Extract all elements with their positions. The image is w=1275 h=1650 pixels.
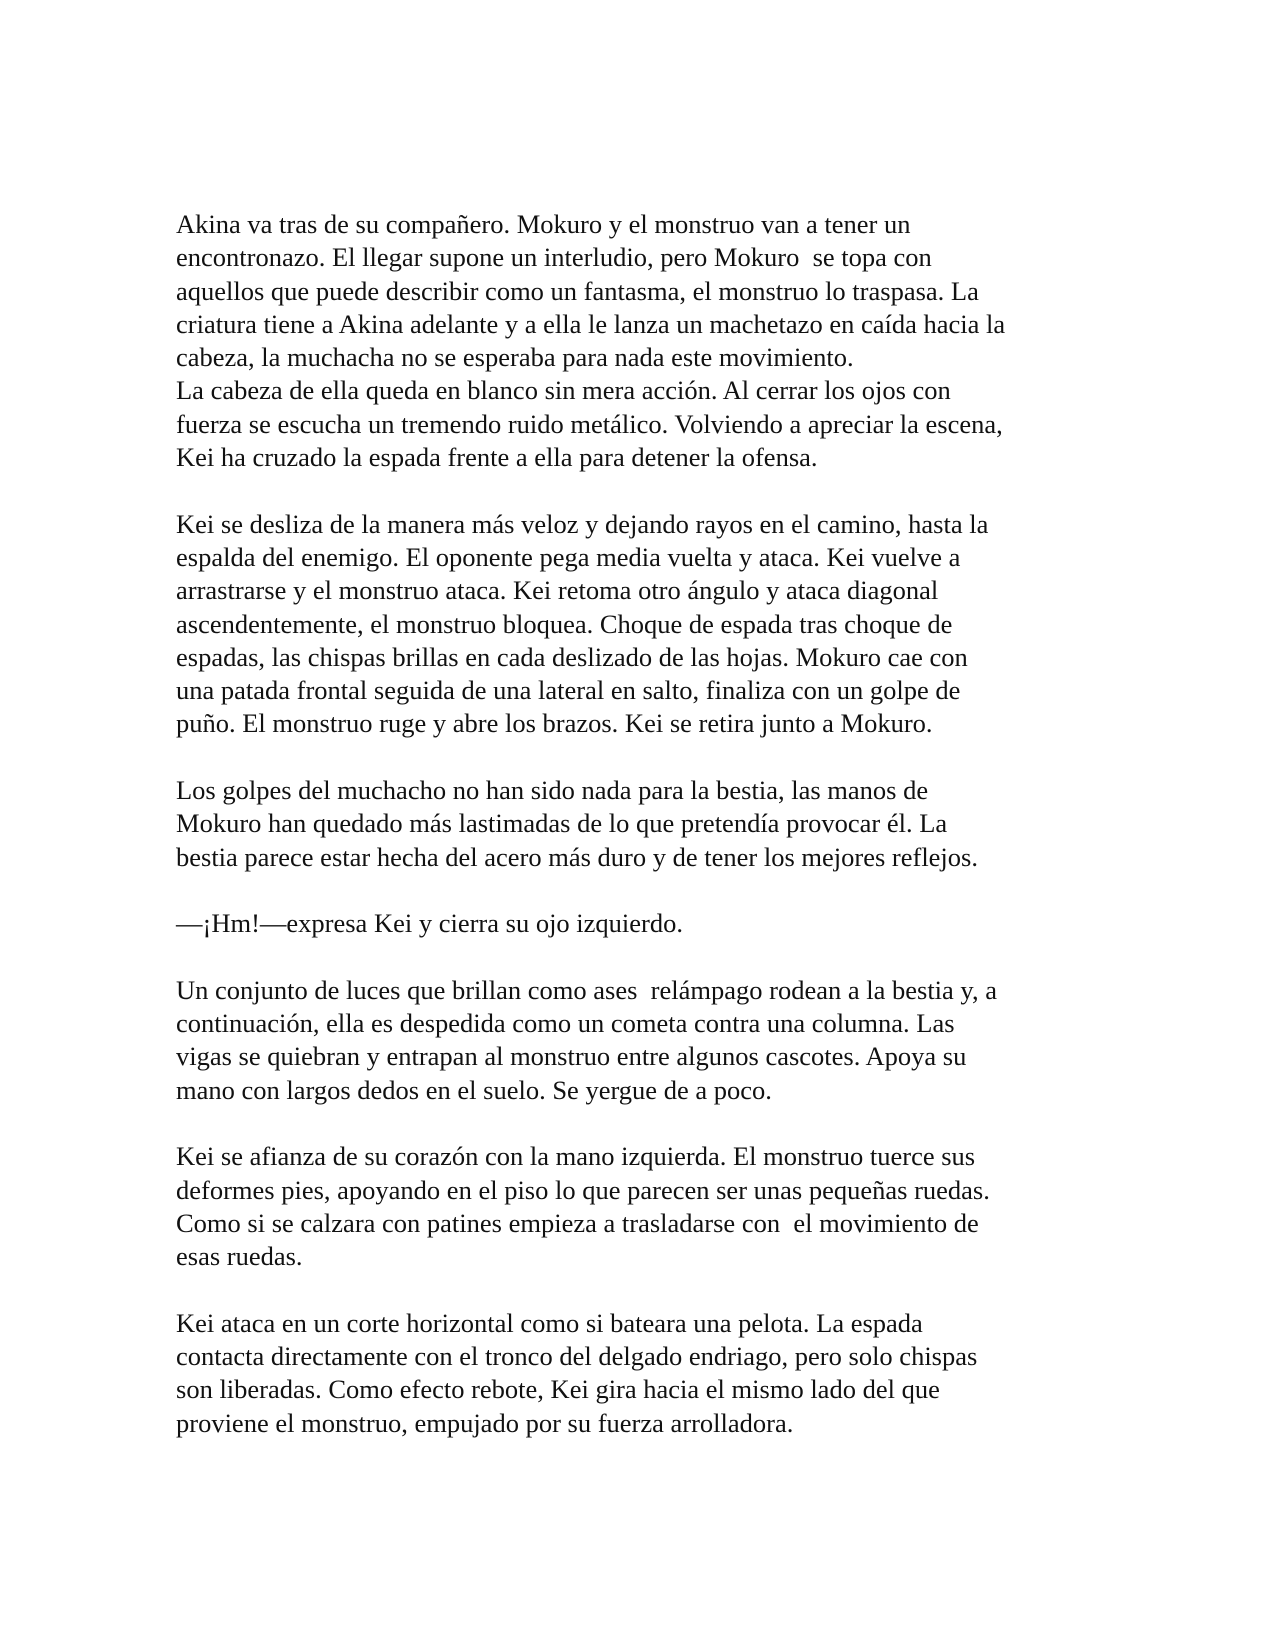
paragraph-5 <box>176 974 1096 1107</box>
text-line: son liberadas. Como efecto rebote, Kei gira hacia el mismo lado del que <box>176 1374 940 1405</box>
text-line: una patada frontal seguida de una lateral en salto, finaliza con un golpe de <box>176 675 961 706</box>
text-line: mano con largos dedos en el suelo. Se yergue de a poco. <box>176 1074 772 1105</box>
paragraph-gap <box>176 474 1096 507</box>
text-line: vigas se quiebran y entrapan al monstruo entre algunos cascotes. Apoya su <box>176 1041 967 1072</box>
text-line: espadas, las chispas brillas en cada deslizado de las hojas. Mokuro cae con <box>176 641 968 672</box>
text-line: continuación, ella es despedida como un cometa contra una columna. Las <box>176 1008 955 1039</box>
text-line: Kei ataca en un corte horizontal como si bateara una pelota. La espada <box>176 1307 923 1338</box>
text-line: contacta directamente con el tronco del delgado endriago, pero solo chispas <box>176 1341 978 1372</box>
text-line: Los golpes del muchacho no han sido nada para la bestia, las manos de <box>176 775 929 806</box>
text-line: arrastrarse y el monstruo ataca. Kei retoma otro ángulo y ataca diagonal <box>176 575 939 606</box>
text-line: fuerza se escucha un tremendo ruido metálico. Volviendo a apreciar la escena, <box>176 408 1003 439</box>
text-line: Kei se afianza de su corazón con la mano izquierda. El monstruo tuerce sus <box>176 1141 976 1172</box>
paragraph-7 <box>176 1307 1096 1440</box>
text-line: La cabeza de ella queda en blanco sin mera acción. Al cerrar los ojos con <box>176 375 951 406</box>
document-body <box>176 208 1096 1440</box>
text-line: Kei ha cruzado la espada frente a ella para detener la ofensa. <box>176 442 818 473</box>
paragraph-3 <box>176 774 1096 874</box>
paragraph-6 <box>176 1140 1096 1273</box>
paragraph-gap <box>176 1107 1096 1140</box>
text-line: ascendentemente, el monstruo bloquea. Choque de espada tras choque de <box>176 608 953 639</box>
text-line: criatura tiene a Akina adelante y a ella le lanza un machetazo en caída hacia la <box>176 308 1006 339</box>
paragraph-2 <box>176 508 1096 741</box>
paragraph-gap <box>176 941 1096 974</box>
text-line: Kei se desliza de la manera más veloz y dejando rayos en el camino, hasta la <box>176 508 989 539</box>
text-line: Como si se calzara con patines empieza a trasladarse con el movimiento de <box>176 1207 979 1238</box>
text-line: Mokuro han quedado más lastimadas de lo que pretendía provocar él. La <box>176 808 948 839</box>
text-line: encontronazo. El llegar supone un interludio, pero Mokuro se topa con <box>176 242 932 273</box>
paragraph-gap <box>176 874 1096 907</box>
text-line: aquellos que puede describir como un fantasma, el monstruo lo traspasa. La <box>176 275 979 306</box>
paragraph-gap <box>176 1274 1096 1307</box>
paragraph-1 <box>176 208 1096 474</box>
text-line: Un conjunto de luces que brillan como ases relámpago rodean a la bestia y, a <box>176 974 997 1005</box>
text-line: cabeza, la muchacha no se esperaba para nada este movimiento. <box>176 342 854 373</box>
text-line: deformes pies, apoyando en el piso lo que parecen ser unas pequeñas ruedas. <box>176 1174 990 1205</box>
paragraph-4-dialogue <box>176 907 1096 940</box>
text-line: espalda del enemigo. El oponente pega media vuelta y ataca. Kei vuelve a <box>176 541 961 572</box>
text-line: bestia parece estar hecha del acero más duro y de tener los mejores reflejos. <box>176 841 978 872</box>
text-line: proviene el monstruo, empujado por su fuerza arrolladora. <box>176 1407 794 1438</box>
text-line: esas ruedas. <box>176 1241 303 1272</box>
paragraph-gap <box>176 741 1096 774</box>
text-line: Akina va tras de su compañero. Mokuro y el monstruo van a tener un <box>176 209 911 239</box>
text-line: —¡Hm!—expresa Kei y cierra su ojo izquierdo. <box>176 908 684 939</box>
text-line: puño. El monstruo ruge y abre los brazos. Kei se retira junto a Mokuro. <box>176 708 933 739</box>
